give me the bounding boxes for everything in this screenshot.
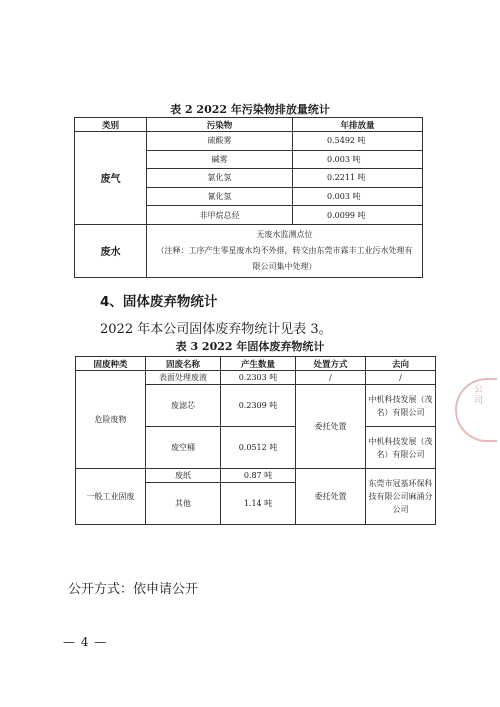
waste-quantity: 0.87 吨 [221,469,296,483]
category-hazardous: 危险废物 [76,371,146,469]
publish-mode: 公开方式：依申请公开 [68,582,199,597]
destination: 中机科技发展（茂名）有限公司 [366,427,436,469]
pollutant-name: 非甲烷总烃 [147,206,293,225]
table-row [76,371,436,385]
waste-quantity: 0.0512 吨 [221,427,296,469]
pollutant-name: 硫酸雾 [147,132,293,151]
section-heading: 4、固体废弃物统计 [100,294,218,310]
table-header-row [75,118,423,132]
waste-quantity: 0.2309 吨 [221,385,296,427]
emission-amount: 0.003 吨 [293,187,423,206]
table-row [76,469,436,483]
table-row [75,132,423,151]
destination: / [366,371,436,385]
emission-amount: 0.5492 吨 [293,132,423,151]
category-general-industrial: 一般工业固废 [76,469,146,525]
solid-waste-table [75,356,436,525]
destination: 中机科技发展（茂名）有限公司 [366,385,436,427]
disposal-method: 委托处置 [296,469,366,525]
waste-name: 废空桶 [146,427,221,469]
header-annual-emission: 年排放量 [293,118,423,132]
pollutant-name: 碱雾 [147,150,293,169]
waste-water-remark: （注释：工序产生零星废水均不外排，转交由东莞市霖丰工业污水处理有限公司集中处理） [156,245,413,271]
waste-name: 其他 [146,483,221,525]
page-number: — 4 — [63,635,108,649]
waste-name: 表面处理废液 [146,371,221,385]
no-monitoring-text: 无废水监测点位 [256,229,313,239]
header-pollutant: 污染物 [147,118,293,132]
pollutant-name: 氯化氢 [147,169,293,188]
pollutant-name: 氰化氢 [147,187,293,206]
category-waste-water: 废水 [75,224,147,277]
emission-amount: 0.003 吨 [293,150,423,169]
destination: 东莞市冠基环保科技有限公司麻涌分公司 [366,469,436,525]
category-waste-gas: 废气 [75,132,147,225]
waste-quantity: 0.2303 吨 [221,371,296,385]
table2-caption: 表 2 2022 年污染物排放量统计 [170,103,330,116]
disposal-method: 委托处置 [296,385,366,469]
table-header-row [76,357,436,371]
emission-amount: 0.0099 吨 [293,206,423,225]
header-category: 类别 [75,118,147,132]
header-waste-name: 固废名称 [146,357,221,371]
waste-name: 废纸 [146,469,221,483]
table-row [75,224,423,277]
table3-caption: 表 3 2022 年固体废弃物统计 [175,340,325,353]
section-paragraph: 2022 年本公司固体废弃物统计见表 3。 [100,322,332,337]
waste-name: 废滤芯 [146,385,221,427]
waste-water-note [147,224,423,277]
header-quantity: 产生数量 [221,357,296,371]
pollutant-emission-table [74,117,423,278]
waste-quantity: 1.14 吨 [221,483,296,525]
emission-amount: 0.2211 吨 [293,169,423,188]
disposal-method: / [296,371,366,385]
header-destination: 去向 [366,357,436,371]
seal-stamp-fragment: 公司 [455,378,497,442]
header-disposal-method: 处置方式 [296,357,366,371]
header-waste-type: 固废种类 [76,357,146,371]
